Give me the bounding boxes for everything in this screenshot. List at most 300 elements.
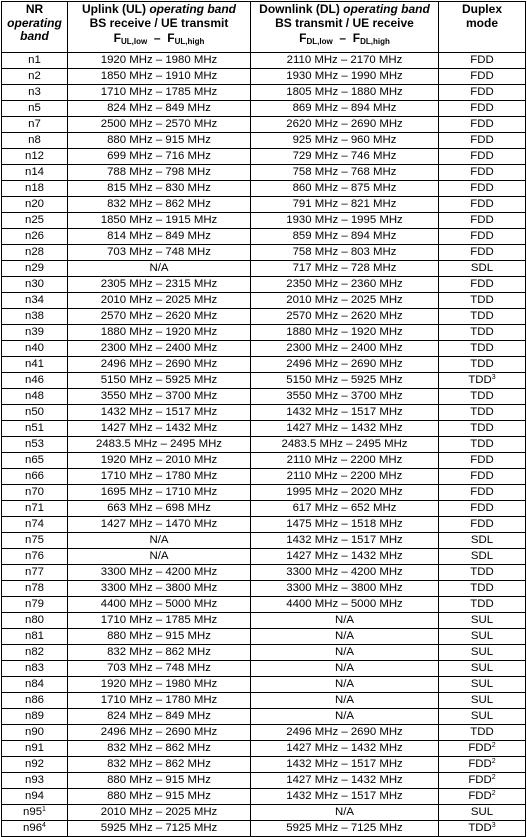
downlink-range-cell-text: 1427 MHz – 1432 MHz <box>286 742 403 754</box>
band-cell <box>2 53 68 69</box>
downlink-range-cell <box>251 117 439 133</box>
table-row <box>2 309 526 325</box>
duplex-mode-cell <box>439 709 526 725</box>
band-cell <box>2 581 68 597</box>
band-cell-text: n38 <box>24 310 44 322</box>
uplink-range-cell <box>68 373 251 389</box>
uplink-range-cell-text: 2496 MHz – 2690 MHz <box>100 726 218 738</box>
duplex-mode-cell <box>439 677 526 693</box>
header-uplink <box>68 2 251 53</box>
downlink-range-cell <box>251 773 439 789</box>
table-row <box>2 581 526 597</box>
duplex-mode-cell <box>439 501 526 517</box>
ul-dash: – <box>153 31 161 45</box>
duplex-mode-cell <box>439 389 526 405</box>
duplex-mode-cell-text: FDD <box>470 86 494 98</box>
uplink-range-cell <box>68 677 251 693</box>
uplink-range-cell <box>68 101 251 117</box>
band-cell-footnote: 1 <box>42 805 46 813</box>
duplex-mode-cell <box>439 53 526 69</box>
uplink-range-cell-text: 1695 MHz – 1710 MHz <box>100 486 218 498</box>
duplex-mode-cell <box>439 549 526 565</box>
header-duplex-mode <box>439 2 526 53</box>
duplex-mode-cell <box>439 357 526 373</box>
band-cell-text: n28 <box>24 246 44 258</box>
band-cell <box>2 485 68 501</box>
duplex-mode-cell-text: FDD <box>470 70 494 82</box>
duplex-mode-cell <box>439 373 526 389</box>
uplink-range-cell-text: 2483.5 MHz – 2495 MHz <box>96 438 222 450</box>
downlink-range-cell <box>251 325 439 341</box>
downlink-range-cell-text: 4400 MHz – 5000 MHz <box>286 598 403 610</box>
downlink-range-cell-text: N/A <box>335 694 354 706</box>
uplink-range-cell <box>68 149 251 165</box>
ul-f-high: F <box>167 31 175 45</box>
uplink-range-cell <box>68 789 251 805</box>
downlink-range-cell-text: 3300 MHz – 4200 MHz <box>286 566 403 578</box>
uplink-range-cell-text: 832 MHz – 862 MHz <box>107 198 211 210</box>
duplex-mode-cell <box>439 117 526 133</box>
uplink-range-cell-text: 880 MHz – 915 MHz <box>107 774 211 786</box>
downlink-range-cell-text: 1427 MHz – 1432 MHz <box>286 774 403 786</box>
uplink-range-cell-text: 880 MHz – 915 MHz <box>107 134 211 146</box>
table-row <box>2 245 526 261</box>
downlink-range-cell-text: 859 MHz – 894 MHz <box>292 230 397 242</box>
downlink-range-cell <box>251 101 439 117</box>
uplink-range-cell-text: 2300 MHz – 2400 MHz <box>100 342 218 354</box>
duplex-mode-cell <box>439 485 526 501</box>
duplex-mode-cell <box>439 277 526 293</box>
duplex-mode-cell <box>439 261 526 277</box>
downlink-range-cell-text: 2110 MHz – 2200 MHz <box>286 454 403 466</box>
dl-f-high: F <box>352 31 361 45</box>
band-cell-text: n2 <box>28 70 41 82</box>
uplink-range-cell <box>68 501 251 517</box>
header-band-line1: NR <box>25 2 44 16</box>
band-cell <box>2 69 68 85</box>
uplink-range-cell-text: 2500 MHz – 2570 MHz <box>100 118 218 130</box>
band-cell <box>2 821 68 837</box>
downlink-range-cell <box>251 453 439 469</box>
downlink-range-cell <box>251 645 439 661</box>
uplink-range-cell <box>68 309 251 325</box>
table-row <box>2 101 526 117</box>
duplex-mode-cell-text: SUL <box>470 806 494 818</box>
downlink-range-cell <box>251 229 439 245</box>
duplex-mode-cell-text: SUL <box>470 614 494 626</box>
duplex-mode-cell-text: FDD <box>470 518 494 530</box>
band-cell-text: n90 <box>24 726 44 738</box>
band-cell <box>2 421 68 437</box>
duplex-mode-cell-text: TDD <box>470 294 494 306</box>
downlink-range-cell <box>251 661 439 677</box>
downlink-range-cell-text: 758 MHz – 768 MHz <box>292 166 397 178</box>
duplex-mode-cell <box>439 437 526 453</box>
downlink-range-cell <box>251 581 439 597</box>
band-cell <box>2 117 68 133</box>
uplink-range-cell <box>68 693 251 709</box>
band-cell <box>2 709 68 725</box>
duplex-mode-cell <box>439 821 526 837</box>
band-cell-text: n80 <box>24 614 44 626</box>
downlink-range-cell <box>251 725 439 741</box>
downlink-range-cell-text: N/A <box>335 662 354 674</box>
duplex-mode-cell-text: SUL <box>470 646 494 658</box>
band-cell <box>2 101 68 117</box>
downlink-range-cell-text: 1995 MHz – 2020 MHz <box>286 486 403 498</box>
downlink-range-cell <box>251 85 439 101</box>
band-cell <box>2 133 68 149</box>
table-row <box>2 549 526 565</box>
uplink-range-cell-text: 3550 MHz – 3700 MHz <box>100 390 218 402</box>
downlink-range-cell-text: 3550 MHz – 3700 MHz <box>286 390 403 402</box>
duplex-mode-cell <box>439 597 526 613</box>
downlink-range-cell-text: 869 MHz – 894 MHz <box>292 102 397 114</box>
duplex-mode-cell-text: TDD <box>470 422 494 434</box>
table-row <box>2 437 526 453</box>
duplex-mode-cell <box>439 613 526 629</box>
band-cell-text: n66 <box>24 470 44 482</box>
uplink-range-cell <box>68 53 251 69</box>
duplex-mode-cell <box>439 309 526 325</box>
downlink-range-cell <box>251 245 439 261</box>
band-cell-text: n50 <box>24 406 44 418</box>
uplink-range-cell-text: 1710 MHz – 1780 MHz <box>100 470 218 482</box>
uplink-range-cell-text: 5150 MHz – 5925 MHz <box>100 374 218 386</box>
uplink-range-cell <box>68 645 251 661</box>
ul-f-low: F <box>113 31 121 45</box>
duplex-mode-cell-footnote: 2 <box>491 741 496 749</box>
duplex-mode-cell <box>439 133 526 149</box>
table-row <box>2 741 526 757</box>
band-cell-text: n78 <box>24 582 44 594</box>
downlink-range-cell-text: 5925 MHz – 7125 MHz <box>286 822 403 834</box>
band-cell-text: n14 <box>24 166 44 178</box>
duplex-mode-cell-text: FDD <box>470 150 494 162</box>
band-cell-text: n95 <box>23 805 43 818</box>
uplink-range-cell-text: 832 MHz – 862 MHz <box>107 758 211 770</box>
uplink-range-cell <box>68 485 251 501</box>
duplex-mode-cell-text: FDD <box>470 214 494 226</box>
band-cell-text: n76 <box>24 550 44 562</box>
table-row <box>2 293 526 309</box>
band-cell <box>2 757 68 773</box>
downlink-range-cell <box>251 261 439 277</box>
duplex-mode-cell-text: FDD <box>468 773 492 786</box>
band-cell-text: n1 <box>28 54 41 66</box>
uplink-range-cell-text: 5925 MHz – 7125 MHz <box>100 822 218 834</box>
duplex-mode-cell-text: FDD <box>468 741 492 754</box>
duplex-mode-cell <box>439 229 526 245</box>
uplink-range-cell <box>68 213 251 229</box>
table-row <box>2 773 526 789</box>
downlink-range-cell-text: 1880 MHz – 1920 MHz <box>286 326 403 338</box>
downlink-range-cell-text: 1930 MHz – 1995 MHz <box>286 214 403 226</box>
band-cell-text: n70 <box>24 486 44 498</box>
band-cell-text: n26 <box>24 230 44 242</box>
downlink-range-cell <box>251 533 439 549</box>
band-cell <box>2 725 68 741</box>
band-cell <box>2 197 68 213</box>
duplex-mode-cell-text: FDD <box>468 757 492 770</box>
table-row <box>2 277 526 293</box>
duplex-mode-cell-text: SDL <box>470 534 494 546</box>
downlink-range-cell-text: 925 MHz – 960 MHz <box>292 134 397 146</box>
uplink-range-cell-text: 788 MHz – 798 MHz <box>107 166 211 178</box>
downlink-range-cell <box>251 69 439 85</box>
uplink-range-cell-text: 1427 MHz – 1470 MHz <box>100 518 218 530</box>
band-cell-text: n82 <box>24 646 44 658</box>
downlink-range-cell <box>251 469 439 485</box>
downlink-range-cell <box>251 709 439 725</box>
duplex-mode-cell <box>439 741 526 757</box>
downlink-range-cell-text: 1427 MHz – 1432 MHz <box>286 422 403 434</box>
duplex-mode-cell <box>439 725 526 741</box>
table-header-row <box>2 2 526 53</box>
duplex-mode-cell-text: FDD <box>470 198 494 210</box>
table-row <box>2 325 526 341</box>
downlink-range-cell <box>251 165 439 181</box>
downlink-range-cell <box>251 805 439 821</box>
uplink-range-cell <box>68 325 251 341</box>
duplex-mode-cell-text: SUL <box>470 710 494 722</box>
band-cell-text: n94 <box>24 790 44 802</box>
uplink-range-cell-text: 1850 MHz – 1910 MHz <box>100 70 218 82</box>
band-cell <box>2 149 68 165</box>
duplex-mode-cell <box>439 469 526 485</box>
uplink-range-cell <box>68 85 251 101</box>
band-cell <box>2 245 68 261</box>
table-row <box>2 517 526 533</box>
uplink-range-cell <box>68 581 251 597</box>
uplink-range-cell-text: 815 MHz – 830 MHz <box>107 182 211 194</box>
downlink-range-cell-text: 2350 MHz – 2360 MHz <box>286 278 403 290</box>
uplink-range-cell-text: 703 MHz – 748 MHz <box>107 246 211 258</box>
band-cell <box>2 85 68 101</box>
table-row <box>2 501 526 517</box>
table-row <box>2 133 526 149</box>
uplink-range-cell <box>68 389 251 405</box>
duplex-mode-cell-text: TDD <box>470 406 494 418</box>
downlink-range-cell <box>251 133 439 149</box>
duplex-mode-cell <box>439 693 526 709</box>
duplex-mode-cell <box>439 245 526 261</box>
downlink-range-cell <box>251 181 439 197</box>
uplink-range-cell <box>68 533 251 549</box>
downlink-range-cell <box>251 213 439 229</box>
uplink-range-cell-text: 814 MHz – 849 MHz <box>107 230 211 242</box>
header-ul-italic: operating band <box>149 2 236 16</box>
duplex-mode-cell-text: FDD <box>468 789 492 802</box>
duplex-mode-cell <box>439 789 526 805</box>
downlink-range-cell <box>251 821 439 837</box>
downlink-range-cell <box>251 389 439 405</box>
downlink-range-cell-text: 5150 MHz – 5925 MHz <box>286 374 403 386</box>
header-duplex-line2: mode <box>465 15 498 30</box>
downlink-range-cell-text: 2010 MHz – 2025 MHz <box>286 294 403 306</box>
duplex-mode-cell-text: TDD <box>470 566 494 578</box>
uplink-range-cell-text: 2570 MHz – 2620 MHz <box>100 310 218 322</box>
uplink-range-cell <box>68 341 251 357</box>
table-row <box>2 341 526 357</box>
downlink-range-cell-text: 1805 MHz – 1880 MHz <box>286 86 403 98</box>
band-cell <box>2 341 68 357</box>
dl-f-low: F <box>299 31 307 45</box>
downlink-range-cell-text: N/A <box>335 806 354 818</box>
duplex-mode-cell <box>439 565 526 581</box>
table-row <box>2 469 526 485</box>
band-cell-text: n30 <box>24 278 44 290</box>
band-cell <box>2 613 68 629</box>
downlink-range-cell-text: N/A <box>335 710 354 722</box>
header-band-line3: band <box>20 29 49 43</box>
dl-f-high-sub: DL,high <box>360 37 390 46</box>
duplex-mode-cell-text: TDD <box>470 726 494 738</box>
duplex-mode-cell <box>439 69 526 85</box>
uplink-range-cell <box>68 405 251 421</box>
table-row <box>2 485 526 501</box>
table-row <box>2 69 526 85</box>
band-cell-text: n29 <box>24 262 44 274</box>
uplink-range-cell-text: 880 MHz – 915 MHz <box>107 630 211 642</box>
uplink-range-cell <box>68 165 251 181</box>
duplex-mode-cell <box>439 85 526 101</box>
duplex-mode-cell-footnote: 3 <box>491 373 496 381</box>
duplex-mode-cell <box>439 405 526 421</box>
downlink-range-cell <box>251 677 439 693</box>
table-row <box>2 533 526 549</box>
band-cell-text: n83 <box>24 662 44 674</box>
table-row <box>2 373 526 389</box>
header-dl-italic: operating band <box>343 2 430 16</box>
band-cell <box>2 789 68 805</box>
header-ul-frange <box>68 32 250 47</box>
downlink-range-cell <box>251 501 439 517</box>
uplink-range-cell <box>68 69 251 85</box>
band-cell-text: n3 <box>28 86 41 98</box>
band-cell <box>2 453 68 469</box>
uplink-range-cell <box>68 821 251 837</box>
band-cell <box>2 533 68 549</box>
band-cell <box>2 277 68 293</box>
duplex-mode-cell-text: FDD <box>470 182 494 194</box>
uplink-range-cell <box>68 277 251 293</box>
table-row <box>2 117 526 133</box>
downlink-range-cell <box>251 197 439 213</box>
ul-f-high-sub: UL,high <box>174 37 205 46</box>
band-cell-text: n92 <box>24 758 44 770</box>
uplink-range-cell <box>68 117 251 133</box>
band-cell-text: n18 <box>24 182 44 194</box>
band-cell <box>2 325 68 341</box>
table-row <box>2 677 526 693</box>
downlink-range-cell <box>251 53 439 69</box>
band-cell <box>2 181 68 197</box>
duplex-mode-cell-text: TDD <box>470 598 494 610</box>
duplex-mode-cell-text: TDD <box>468 373 492 386</box>
downlink-range-cell-text: 729 MHz – 746 MHz <box>292 150 397 162</box>
uplink-range-cell <box>68 517 251 533</box>
downlink-range-cell-text: 2483.5 MHz – 2495 MHz <box>281 438 408 450</box>
uplink-range-cell-text: 4400 MHz – 5000 MHz <box>100 598 218 610</box>
duplex-mode-cell <box>439 805 526 821</box>
uplink-range-cell-text: 1710 MHz – 1780 MHz <box>100 694 218 706</box>
duplex-mode-cell-text: FDD <box>470 470 494 482</box>
band-cell-text: n40 <box>24 342 44 354</box>
table-row <box>2 229 526 245</box>
band-cell-text: n89 <box>24 710 44 722</box>
uplink-range-cell-text: 1427 MHz – 1432 MHz <box>100 422 218 434</box>
downlink-range-cell <box>251 629 439 645</box>
table-row <box>2 149 526 165</box>
downlink-range-cell-text: N/A <box>335 646 354 658</box>
duplex-mode-cell-text: FDD <box>470 102 494 114</box>
downlink-range-cell-text: 1930 MHz – 1990 MHz <box>286 70 403 82</box>
downlink-range-cell-text: 2496 MHz – 2690 MHz <box>286 358 403 370</box>
band-cell <box>2 213 68 229</box>
dl-dash: – <box>339 31 347 45</box>
uplink-range-cell <box>68 437 251 453</box>
duplex-mode-cell-text: TDD <box>470 342 494 354</box>
downlink-range-cell-text: 2620 MHz – 2690 MHz <box>286 118 403 130</box>
uplink-range-cell <box>68 629 251 645</box>
duplex-mode-cell <box>439 533 526 549</box>
band-cell-text: n51 <box>24 422 44 434</box>
uplink-range-cell-text: 1920 MHz – 1980 MHz <box>100 54 218 66</box>
band-cell <box>2 357 68 373</box>
table-row <box>2 389 526 405</box>
band-cell-text: n39 <box>24 326 44 338</box>
duplex-mode-cell <box>439 453 526 469</box>
downlink-range-cell-text: 717 MHz – 728 MHz <box>292 262 397 274</box>
downlink-range-cell-text: 758 MHz – 803 MHz <box>292 246 397 258</box>
table-row <box>2 197 526 213</box>
band-cell <box>2 437 68 453</box>
band-cell <box>2 661 68 677</box>
downlink-range-cell <box>251 549 439 565</box>
uplink-range-cell-text: N/A <box>149 534 169 546</box>
band-cell <box>2 309 68 325</box>
duplex-mode-cell <box>439 645 526 661</box>
downlink-range-cell-text: 1432 MHz – 1517 MHz <box>286 790 403 802</box>
duplex-mode-cell-footnote: 2 <box>491 789 496 797</box>
table-body <box>2 53 526 837</box>
table-row <box>2 645 526 661</box>
dl-f-low-sub: DL,low <box>306 37 333 46</box>
uplink-range-cell <box>68 469 251 485</box>
duplex-mode-cell-text: TDD <box>468 821 492 834</box>
uplink-range-cell <box>68 293 251 309</box>
duplex-mode-cell <box>439 581 526 597</box>
duplex-mode-cell <box>439 181 526 197</box>
band-cell-text: n96 <box>23 821 43 834</box>
uplink-range-cell-text: 3300 MHz – 3800 MHz <box>100 582 218 594</box>
table-row <box>2 789 526 805</box>
uplink-range-cell-text: 663 MHz – 698 MHz <box>107 502 211 514</box>
downlink-range-cell-text: 2110 MHz – 2200 MHz <box>286 470 403 482</box>
uplink-range-cell <box>68 453 251 469</box>
band-cell <box>2 261 68 277</box>
table-row <box>2 757 526 773</box>
band-cell <box>2 517 68 533</box>
downlink-range-cell <box>251 565 439 581</box>
band-cell-text: n84 <box>24 678 44 690</box>
table-row <box>2 165 526 181</box>
uplink-range-cell <box>68 565 251 581</box>
downlink-range-cell <box>251 309 439 325</box>
table-row <box>2 53 526 69</box>
band-cell-text: n81 <box>24 630 44 642</box>
